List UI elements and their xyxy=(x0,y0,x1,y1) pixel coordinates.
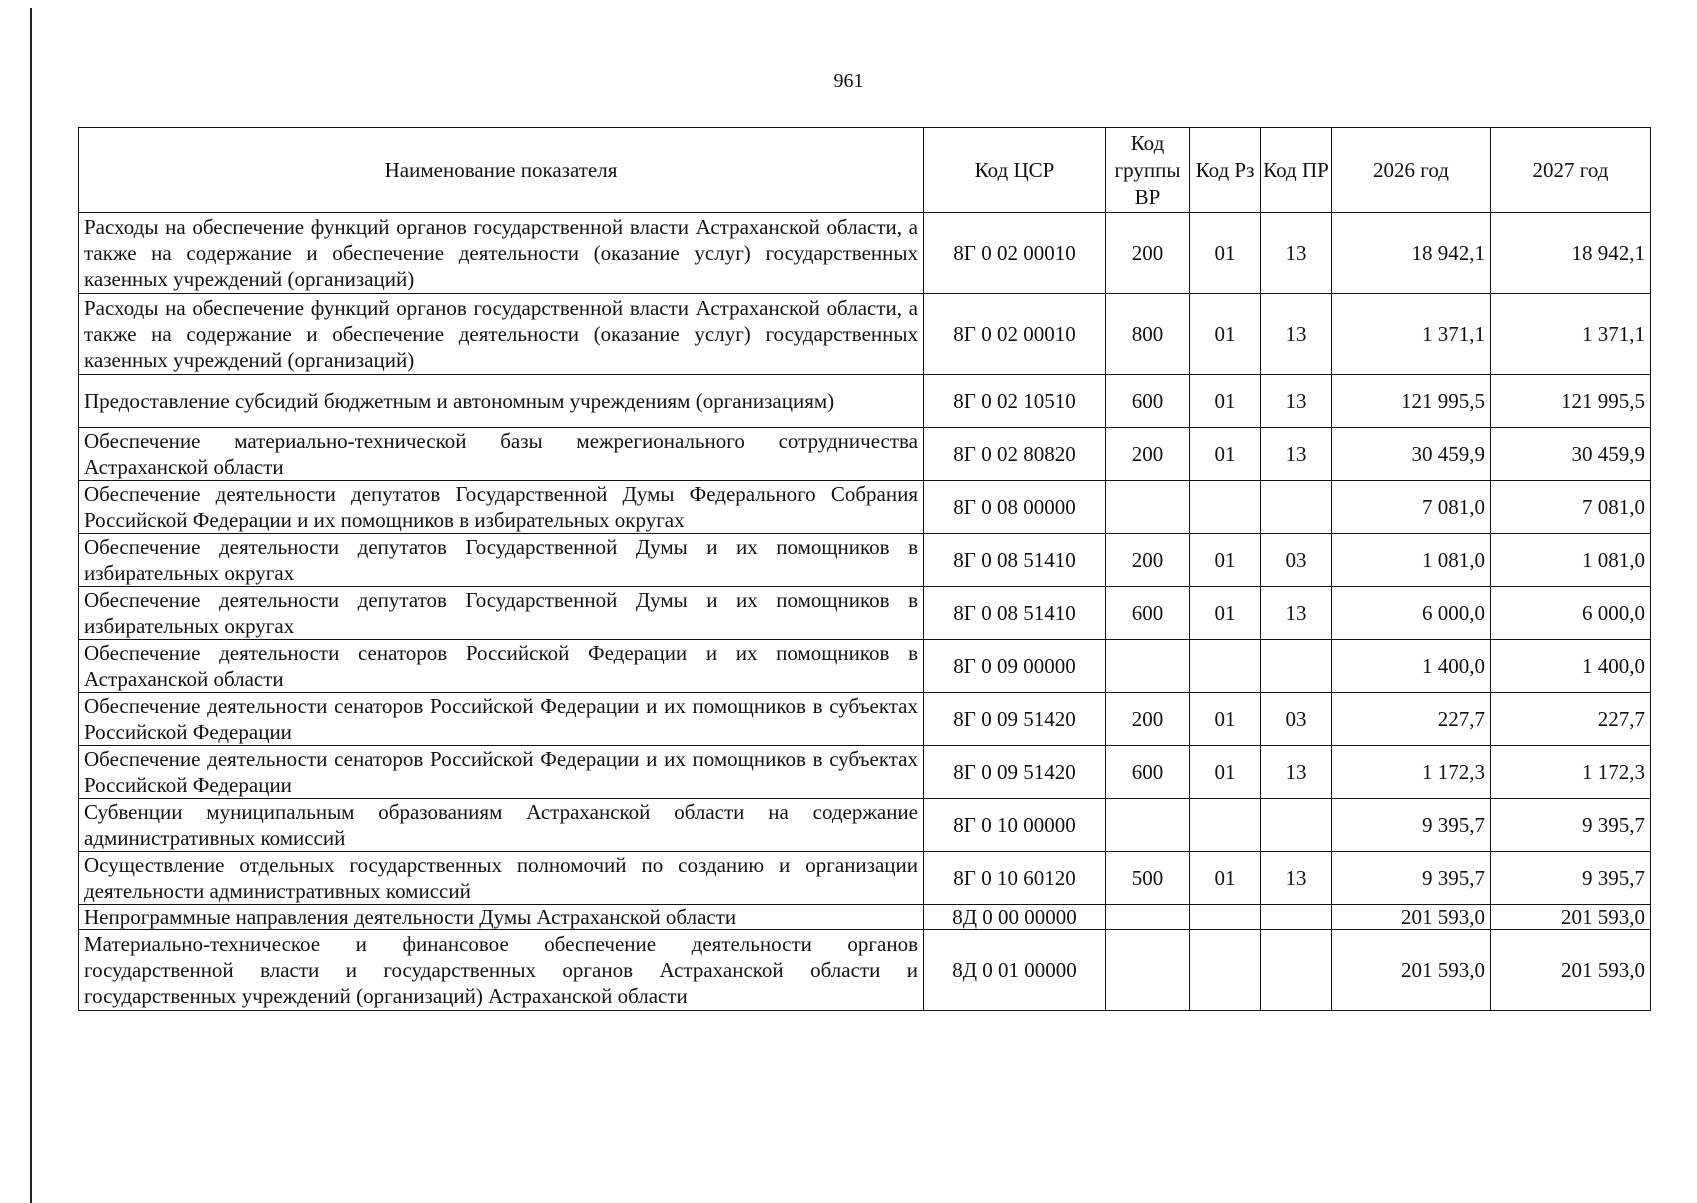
budget-table xyxy=(78,127,1651,1011)
row-2026-cell: 1 400,0 xyxy=(1332,640,1491,693)
row-rz-cell: 01 xyxy=(1190,428,1261,481)
row-vr-cell: 600 xyxy=(1106,746,1190,799)
row-name-cell: Непрограммные направления деятельности Думы Астраханской области xyxy=(79,905,924,930)
row-csr-cell: 8Г 0 02 80820 xyxy=(924,428,1106,481)
row-name-cell: Осуществление отдельных государственных полномочий по созданию и организации деятельности административных комиссий xyxy=(79,852,924,905)
row-2027-cell: 9 395,7 xyxy=(1491,852,1651,905)
row-pr-cell: 13 xyxy=(1261,294,1332,375)
row-pr-cell: 13 xyxy=(1261,852,1332,905)
row-rz-cell xyxy=(1190,905,1261,930)
row-2026-cell: 201 593,0 xyxy=(1332,905,1491,930)
row-rz-cell xyxy=(1190,930,1261,1011)
row-rz-cell: 01 xyxy=(1190,852,1261,905)
row-2027-cell: 201 593,0 xyxy=(1491,905,1651,930)
row-name-cell: Обеспечение деятельности депутатов Государственной Думы и их помощников в избирательных округах xyxy=(79,587,924,640)
row-csr-cell: 8Г 0 09 00000 xyxy=(924,640,1106,693)
row-name-cell: Обеспечение деятельности сенаторов Российской Федерации и их помощников в субъектах Российской Федерации xyxy=(79,693,924,746)
row-2026-cell: 30 459,9 xyxy=(1332,428,1491,481)
row-name-cell: Расходы на обеспечение функций органов государственной власти Астраханской области, а также на содержание и обеспечение деятельности (оказание услуг) государственных казенных учреждений (организаций) xyxy=(79,294,924,375)
row-2027-cell: 18 942,1 xyxy=(1491,213,1651,294)
row-name-cell: Обеспечение деятельности сенаторов Российской Федерации и их помощников в Астраханской области xyxy=(79,640,924,693)
row-name-cell: Обеспечение деятельности депутатов Государственной Думы Федерального Собрания Российской Федерации и их помощников в избирательных округах xyxy=(79,481,924,534)
row-rz-cell xyxy=(1190,481,1261,534)
row-2027-cell: 121 995,5 xyxy=(1491,375,1651,428)
row-vr-cell: 500 xyxy=(1106,852,1190,905)
header-rz: Код Рз xyxy=(1190,128,1261,213)
row-name-cell: Материально-техническое и финансовое обеспечение деятельности органов государственной власти и государственных органов Астраханской области и государственных учреждений (организаций) Астраханской области xyxy=(79,930,924,1011)
row-pr-cell: 13 xyxy=(1261,746,1332,799)
table-header-row xyxy=(79,128,1651,213)
row-vr-cell: 600 xyxy=(1106,587,1190,640)
row-csr-cell: 8Г 0 09 51420 xyxy=(924,746,1106,799)
header-pr: Код ПР xyxy=(1261,128,1332,213)
row-rz-cell: 01 xyxy=(1190,693,1261,746)
row-csr-cell: 8Д 0 00 00000 xyxy=(924,905,1106,930)
row-2027-cell: 1 400,0 xyxy=(1491,640,1651,693)
table-row xyxy=(79,587,1651,640)
row-2026-cell: 227,7 xyxy=(1332,693,1491,746)
row-2026-cell: 1 371,1 xyxy=(1332,294,1491,375)
row-pr-cell: 03 xyxy=(1261,534,1332,587)
row-csr-cell: 8Г 0 02 00010 xyxy=(924,294,1106,375)
row-csr-cell: 8Г 0 10 00000 xyxy=(924,799,1106,852)
row-rz-cell: 01 xyxy=(1190,375,1261,428)
row-2026-cell: 6 000,0 xyxy=(1332,587,1491,640)
row-rz-cell xyxy=(1190,799,1261,852)
table-row xyxy=(79,930,1651,1011)
row-2026-cell: 1 172,3 xyxy=(1332,746,1491,799)
row-pr-cell: 13 xyxy=(1261,213,1332,294)
table-row xyxy=(79,428,1651,481)
row-2027-cell: 6 000,0 xyxy=(1491,587,1651,640)
row-csr-cell: 8Г 0 08 51410 xyxy=(924,587,1106,640)
row-pr-cell: 13 xyxy=(1261,587,1332,640)
row-pr-cell xyxy=(1261,481,1332,534)
row-pr-cell: 03 xyxy=(1261,693,1332,746)
row-vr-cell xyxy=(1106,905,1190,930)
row-2027-cell: 9 395,7 xyxy=(1491,799,1651,852)
row-pr-cell xyxy=(1261,640,1332,693)
scan-edge-line xyxy=(30,8,32,1203)
row-name-cell: Субвенции муниципальным образованиям Астраханской области на содержание административных комиссий xyxy=(79,799,924,852)
row-2026-cell: 1 081,0 xyxy=(1332,534,1491,587)
row-vr-cell xyxy=(1106,640,1190,693)
row-vr-cell: 200 xyxy=(1106,213,1190,294)
row-vr-cell xyxy=(1106,481,1190,534)
table-row xyxy=(79,905,1651,930)
row-name-cell: Предоставление субсидий бюджетным и автономным учреждениям (организациям) xyxy=(79,375,924,428)
row-csr-cell: 8Г 0 09 51420 xyxy=(924,693,1106,746)
table-row xyxy=(79,852,1651,905)
row-name-cell: Расходы на обеспечение функций органов государственной власти Астраханской области, а также на содержание и обеспечение деятельности (оказание услуг) государственных казенных учреждений (организаций) xyxy=(79,213,924,294)
row-rz-cell: 01 xyxy=(1190,213,1261,294)
row-csr-cell: 8Г 0 08 00000 xyxy=(924,481,1106,534)
table-row xyxy=(79,294,1651,375)
row-vr-cell: 800 xyxy=(1106,294,1190,375)
row-rz-cell: 01 xyxy=(1190,746,1261,799)
row-pr-cell: 13 xyxy=(1261,375,1332,428)
row-name-cell: Обеспечение деятельности сенаторов Российской Федерации и их помощников в субъектах Российской Федерации xyxy=(79,746,924,799)
row-pr-cell: 13 xyxy=(1261,428,1332,481)
row-csr-cell: 8Г 0 10 60120 xyxy=(924,852,1106,905)
row-rz-cell: 01 xyxy=(1190,534,1261,587)
row-pr-cell xyxy=(1261,799,1332,852)
row-2027-cell: 1 081,0 xyxy=(1491,534,1651,587)
row-rz-cell: 01 xyxy=(1190,294,1261,375)
table-row xyxy=(79,693,1651,746)
row-2026-cell: 7 081,0 xyxy=(1332,481,1491,534)
table-row xyxy=(79,213,1651,294)
row-pr-cell xyxy=(1261,905,1332,930)
table-row xyxy=(79,799,1651,852)
row-vr-cell: 200 xyxy=(1106,693,1190,746)
row-2027-cell: 1 371,1 xyxy=(1491,294,1651,375)
row-2027-cell: 227,7 xyxy=(1491,693,1651,746)
row-pr-cell xyxy=(1261,930,1332,1011)
row-2026-cell: 201 593,0 xyxy=(1332,930,1491,1011)
header-vr: Код группы ВР xyxy=(1106,128,1190,213)
row-2026-cell: 9 395,7 xyxy=(1332,799,1491,852)
row-vr-cell: 600 xyxy=(1106,375,1190,428)
table-row xyxy=(79,746,1651,799)
table-row xyxy=(79,481,1651,534)
row-csr-cell: 8Г 0 08 51410 xyxy=(924,534,1106,587)
row-csr-cell: 8Г 0 02 10510 xyxy=(924,375,1106,428)
row-rz-cell xyxy=(1190,640,1261,693)
row-rz-cell: 01 xyxy=(1190,587,1261,640)
header-2026: 2026 год xyxy=(1332,128,1491,213)
table-row xyxy=(79,534,1651,587)
page-number: 961 xyxy=(833,70,864,92)
row-2027-cell: 1 172,3 xyxy=(1491,746,1651,799)
header-name: Наименование показателя xyxy=(79,128,924,213)
row-2026-cell: 121 995,5 xyxy=(1332,375,1491,428)
row-name-cell: Обеспечение деятельности депутатов Государственной Думы и их помощников в избирательных округах xyxy=(79,534,924,587)
header-csr: Код ЦСР xyxy=(924,128,1106,213)
row-vr-cell: 200 xyxy=(1106,428,1190,481)
row-vr-cell: 200 xyxy=(1106,534,1190,587)
row-name-cell: Обеспечение материально-технической базы межрегионального сотрудничества Астраханской области xyxy=(79,428,924,481)
row-2027-cell: 7 081,0 xyxy=(1491,481,1651,534)
row-2027-cell: 30 459,9 xyxy=(1491,428,1651,481)
row-vr-cell xyxy=(1106,799,1190,852)
table-row xyxy=(79,640,1651,693)
row-vr-cell xyxy=(1106,930,1190,1011)
row-csr-cell: 8Д 0 01 00000 xyxy=(924,930,1106,1011)
row-2026-cell: 9 395,7 xyxy=(1332,852,1491,905)
row-2026-cell: 18 942,1 xyxy=(1332,213,1491,294)
table-row xyxy=(79,375,1651,428)
header-2027: 2027 год xyxy=(1491,128,1651,213)
row-2027-cell: 201 593,0 xyxy=(1491,930,1651,1011)
row-csr-cell: 8Г 0 02 00010 xyxy=(924,213,1106,294)
